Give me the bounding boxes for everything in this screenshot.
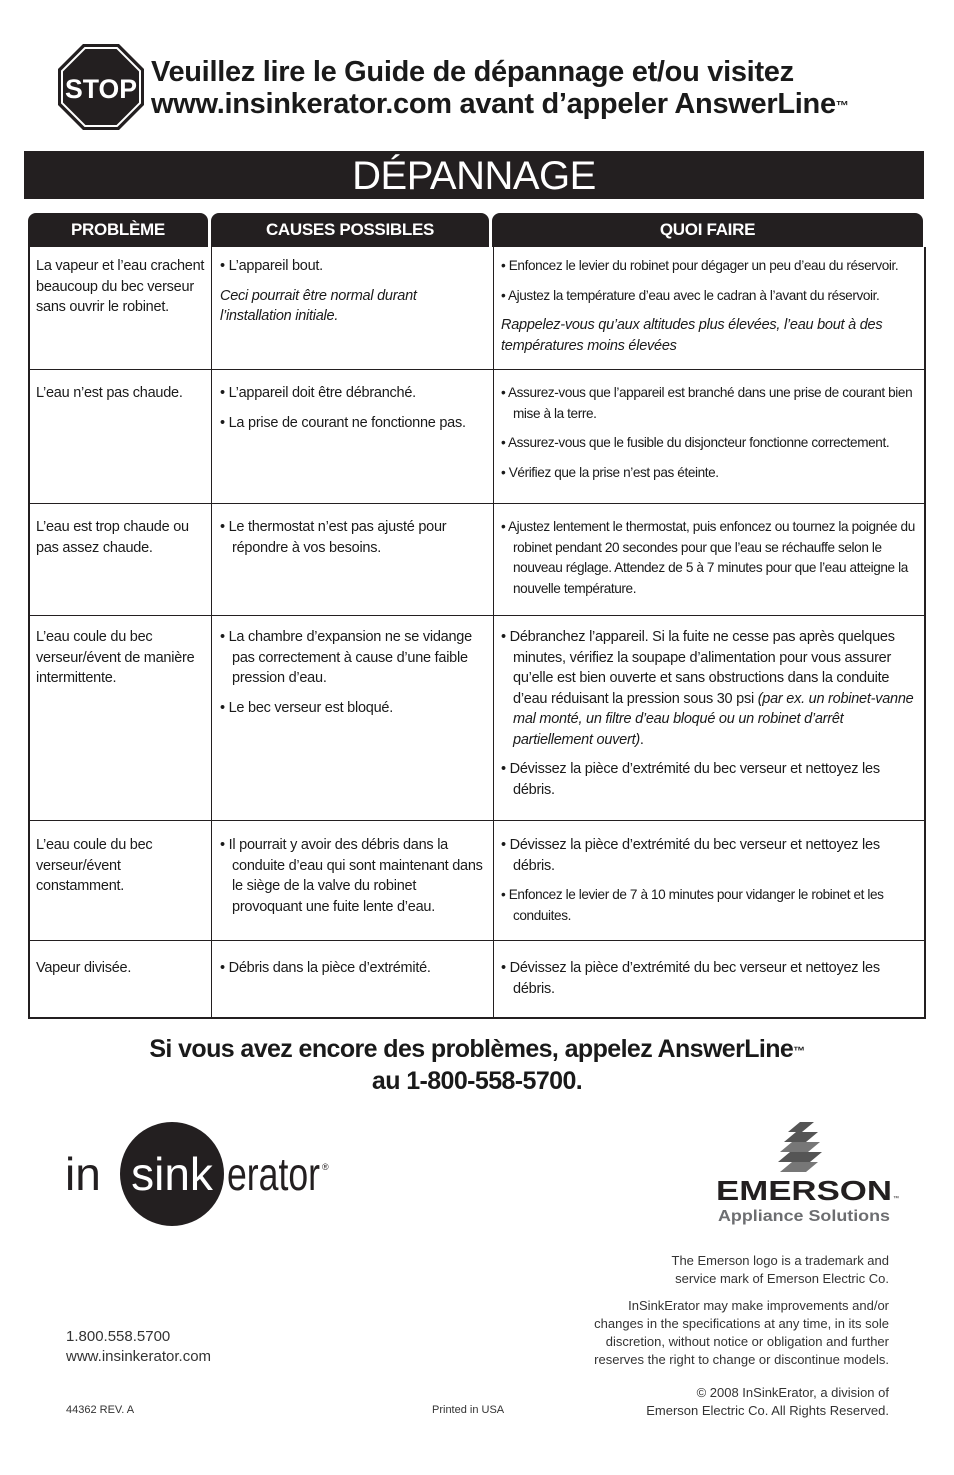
causes-cell <box>212 504 494 615</box>
action-item: • Ajustez lentement le thermostat, puis enfoncez ou tournez la poignée du robinet pendant 20 secondes pour que l’eau se réchauffe selon le nouveau réglage. Attendez de 5 à 7 minutes pour que l’eau atteigne la nouvelle température. <box>501 519 915 596</box>
header-notice <box>151 56 941 120</box>
troubleshooting-table <box>28 213 926 1019</box>
legal-line: reserves the right to change or discontinue models. <box>594 1352 889 1367</box>
insinkerator-logo <box>64 1120 334 1230</box>
causes-cell <box>212 616 494 820</box>
stop-sign-text: STOP <box>65 74 137 104</box>
action-item: • Enfoncez le levier du robinet pour dégager un peu d’eau du réservoir. <box>501 258 899 273</box>
action-item: • Assurez-vous que le fusible du disjoncteur fonctionne correctement. <box>501 435 890 450</box>
table-row <box>30 821 924 941</box>
table-row <box>30 504 924 616</box>
copyright-notice <box>529 1384 889 1420</box>
header-causes: CAUSES POSSIBLES <box>211 213 489 247</box>
cause-item: • Le thermostat n’est pas ajusté pour répondre à vos besoins. <box>220 519 447 556</box>
action-item: • Dévissez la pièce d’extrémité du bec verseur et nettoyez les débris. <box>501 837 880 874</box>
logo-sink-text: sink <box>131 1148 213 1200</box>
cause-item: • La prise de courant ne fonctionne pas. <box>220 414 466 431</box>
action-item: • Dévissez la pièce d’extrémité du bec verseur et nettoyez les débris. <box>501 761 880 798</box>
table-row <box>30 941 924 1017</box>
header-problem: PROBLÈME <box>28 213 208 247</box>
table-row <box>30 247 924 370</box>
header-line-1: Veuillez lire le Guide de dépannage et/ou visitez <box>151 56 794 88</box>
legal-line: discretion, without notice or obligation and further <box>605 1334 889 1349</box>
table-row <box>30 370 924 504</box>
cause-item: • L’appareil bout. <box>220 258 323 274</box>
cause-item: • La chambre d’expansion ne se vidange pas correctement à cause d’une faible pression d’eau. <box>220 629 472 686</box>
logo-erator-text: erator <box>227 1148 320 1200</box>
action-item: • Dévissez la pièce d’extrémité du bec verseur et nettoyez les débris. <box>501 960 880 997</box>
logo-registered-mark: ® <box>322 1162 329 1172</box>
problem-cell: L’eau est trop chaude ou pas assez chaude. <box>30 504 212 615</box>
action-item-example: (par ex. un robinet-vanne mal monté, un filtre d’eau bloqué ou un robinet d’arrêt partiellement ouvert) <box>513 690 914 748</box>
trademark-notice <box>529 1252 889 1288</box>
printed-in: Printed in USA <box>432 1404 505 1416</box>
action-item: • Enfoncez le levier de 7 à 10 minutes pour vidanger le robinet et les conduites. <box>501 887 884 923</box>
causes-cell <box>212 941 494 1017</box>
table-header <box>28 213 926 247</box>
emerson-name: EMERSON <box>716 1175 892 1206</box>
problem-cell: La vapeur et l’eau crachent beaucoup du bec verseur sans ouvrir le robinet. <box>30 247 212 369</box>
trademark-symbol: ™ <box>835 98 849 113</box>
contact-website: www.insinkerator.com <box>66 1348 212 1365</box>
actions-cell <box>494 941 924 1017</box>
problem-cell: L’eau coule du bec verseur/évent constamment. <box>30 821 212 940</box>
emerson-subtitle: Appliance Solutions <box>718 1208 891 1225</box>
logo-in-text: in <box>65 1148 101 1200</box>
legal-line: service mark of Emerson Electric Co. <box>675 1271 889 1286</box>
legal-line: InSinkErator may make improvements and/or <box>628 1298 889 1313</box>
cause-note: Ceci pourrait être normal durant l’installation initiale. <box>220 287 417 324</box>
emerson-tm: ™ <box>893 1196 899 1202</box>
causes-cell <box>212 247 494 369</box>
emerson-mark-icon <box>778 1122 822 1172</box>
table-row <box>30 616 924 821</box>
action-item: • Débranchez l’appareil. Si la fuite ne cesse pas après quelques minutes, vérifiez la soupape d’alimentation pour vous assurer qu’elle est bien ouverte et sans obstructions dans la conduite d’eau réduisant la pression sous 30 psi (par ex. un robinet-vanne mal monté, un filtre d’eau bloqué ou un robinet d’arrêt partiellement ouvert). <box>501 629 914 748</box>
page-title: DÉPANNAGE <box>24 151 924 199</box>
causes-cell <box>212 821 494 940</box>
legal-line: The Emerson logo is a trademark and <box>671 1253 889 1268</box>
action-item: • Ajustez la température d’eau avec le cadran à l’avant du réservoir. <box>501 287 880 303</box>
callout-line-1: Si vous avez encore des problèmes, appelez AnswerLine™ <box>149 1035 805 1063</box>
header-actions: QUOI FAIRE <box>492 213 923 247</box>
actions-cell <box>494 821 924 940</box>
stop-sign-icon <box>58 44 144 130</box>
action-item: • Vérifiez que la prise n’est pas éteinte. <box>501 464 719 480</box>
problem-cell: Vapeur divisée. <box>30 941 212 1017</box>
header-line-2: www.insinkerator.com avant d’appeler AnswerLine™ <box>151 88 849 120</box>
legal-line: changes in the specifications at any time, in its sole <box>594 1316 889 1331</box>
emerson-logo <box>714 1120 904 1228</box>
cause-item: • Débris dans la pièce d’extrémité. <box>220 960 431 976</box>
contact-info <box>66 1327 211 1367</box>
actions-cell <box>494 616 924 820</box>
actions-cell <box>494 370 924 503</box>
cause-item: • Il pourrait y avoir des débris dans la conduite d’eau qui sont maintenant dans le siège de la valve du robinet provoquant une fuite lente d’eau. <box>220 837 483 915</box>
problem-cell: L’eau coule du bec verseur/évent de manière intermittente. <box>30 616 212 820</box>
action-item: • Assurez-vous que l’appareil est branché dans une prise de courant bien mise à la terre. <box>501 385 913 421</box>
cause-item: • L’appareil doit être débranché. <box>220 385 416 401</box>
improvements-notice <box>529 1297 889 1369</box>
legal-line: Emerson Electric Co. All Rights Reserved. <box>646 1403 889 1418</box>
actions-cell <box>494 504 924 615</box>
callout-phone: au 1-800-558-5700. <box>371 1067 583 1095</box>
contact-phone: 1.800.558.5700 <box>66 1328 171 1345</box>
trademark-symbol: ™ <box>793 1044 805 1058</box>
answerline-callout <box>0 1033 954 1097</box>
problem-cell: L’eau n’est pas chaude. <box>30 370 212 503</box>
cause-item: • Le bec verseur est bloqué. <box>220 699 393 716</box>
action-note: Rappelez-vous qu’aux altitudes plus élevées, l’eau bout à des températures moins élevées <box>501 317 883 354</box>
actions-cell <box>494 247 924 369</box>
legal-line: © 2008 InSinkErator, a division of <box>696 1385 889 1400</box>
part-number: 44362 REV. A <box>66 1404 135 1416</box>
causes-cell <box>212 370 494 503</box>
